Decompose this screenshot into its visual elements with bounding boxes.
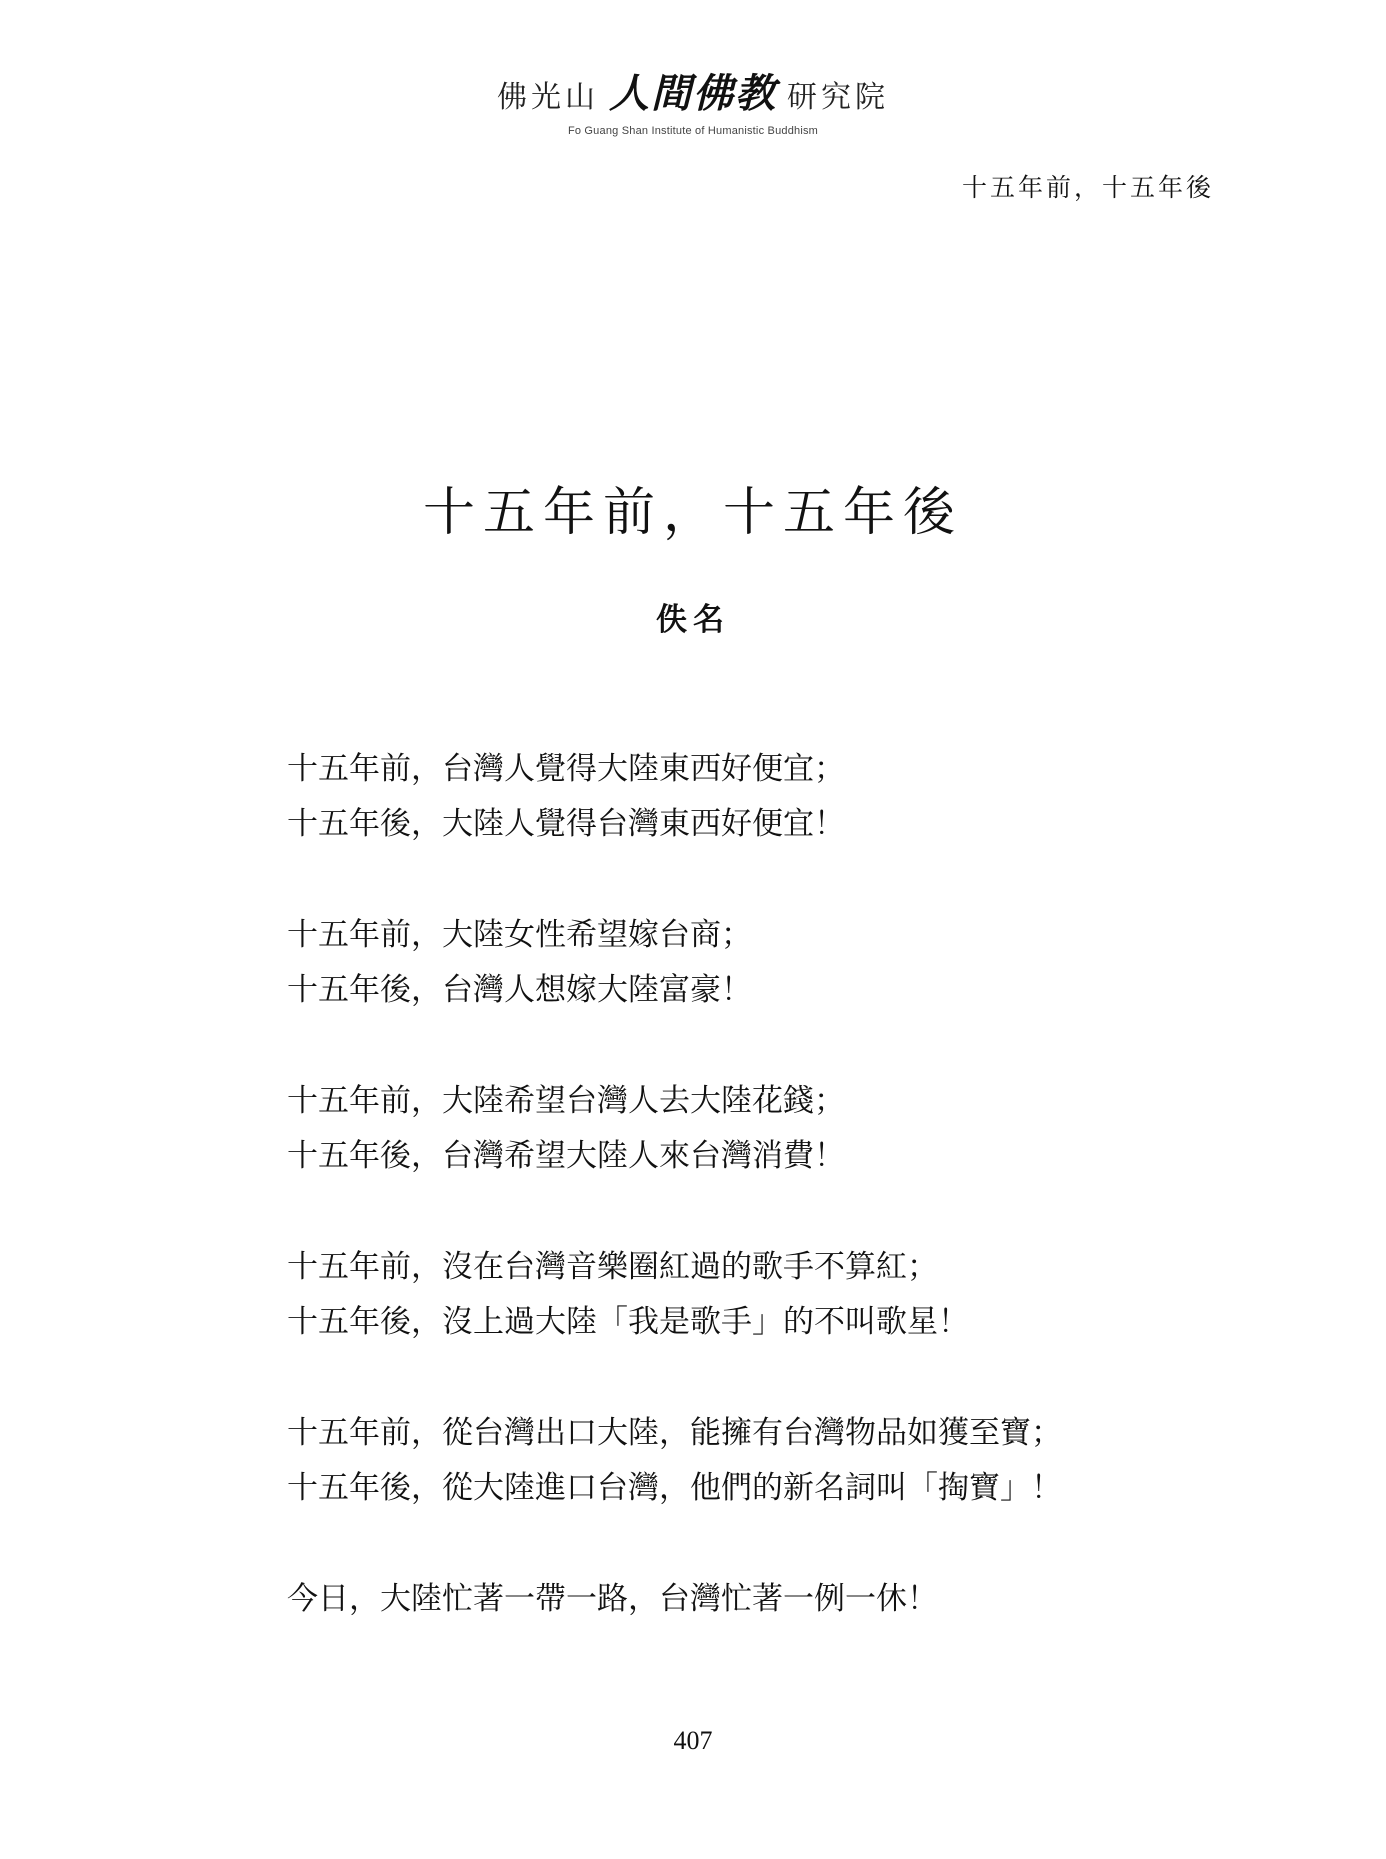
stanza (287, 1406, 1287, 1516)
institute-logo (0, 62, 1386, 137)
logo-subtitle: Fo Guang Shan Institute of Humanistic Buddhism (567, 125, 819, 137)
poem-line: 十五年前，大陸女性希望嫁台商； (287, 917, 752, 953)
page-number: 407 (673, 1726, 713, 1755)
stanza (287, 1074, 1287, 1184)
poem-line: 十五年後，從大陸進口台灣，他們的新名詞叫「掏寶」！ (287, 1470, 1062, 1506)
stanza (287, 1240, 1287, 1350)
logo-brand: 人間佛教 (609, 70, 777, 117)
logo-wordmark (497, 62, 889, 119)
running-head: 十五年前，十五年後 (961, 173, 1214, 202)
poem-line: 十五年前，從台灣出口大陸，能擁有台灣物品如獲至寶； (287, 1415, 1062, 1451)
poem-line: 十五年前，台灣人覺得大陸東西好便宜； (287, 751, 845, 787)
poem-line: 今日，大陸忙著一帶一路，台灣忙著一例一休！ (287, 1581, 938, 1617)
poem-line: 十五年後，沒上過大陸「我是歌手」的不叫歌星！ (287, 1304, 969, 1340)
article-body (287, 742, 1287, 1683)
poem-line: 十五年後，大陸人覺得台灣東西好便宜！ (287, 806, 845, 842)
poem-line: 十五年後，台灣人想嫁大陸富豪！ (287, 972, 752, 1008)
stanza (287, 1572, 1287, 1627)
logo-prefix: 佛光山 (497, 80, 599, 115)
article-author: 佚名 (656, 602, 730, 638)
poem-line: 十五年前，大陸希望台灣人去大陸花錢； (287, 1083, 845, 1119)
stanza (287, 908, 1287, 1018)
stanza (287, 742, 1287, 852)
article-title: 十五年前，十五年後 (422, 483, 963, 543)
poem-line: 十五年後，台灣希望大陸人來台灣消費！ (287, 1138, 845, 1174)
logo-suffix: 研究院 (787, 80, 889, 115)
poem-line: 十五年前，沒在台灣音樂圈紅過的歌手不算紅； (287, 1249, 938, 1285)
